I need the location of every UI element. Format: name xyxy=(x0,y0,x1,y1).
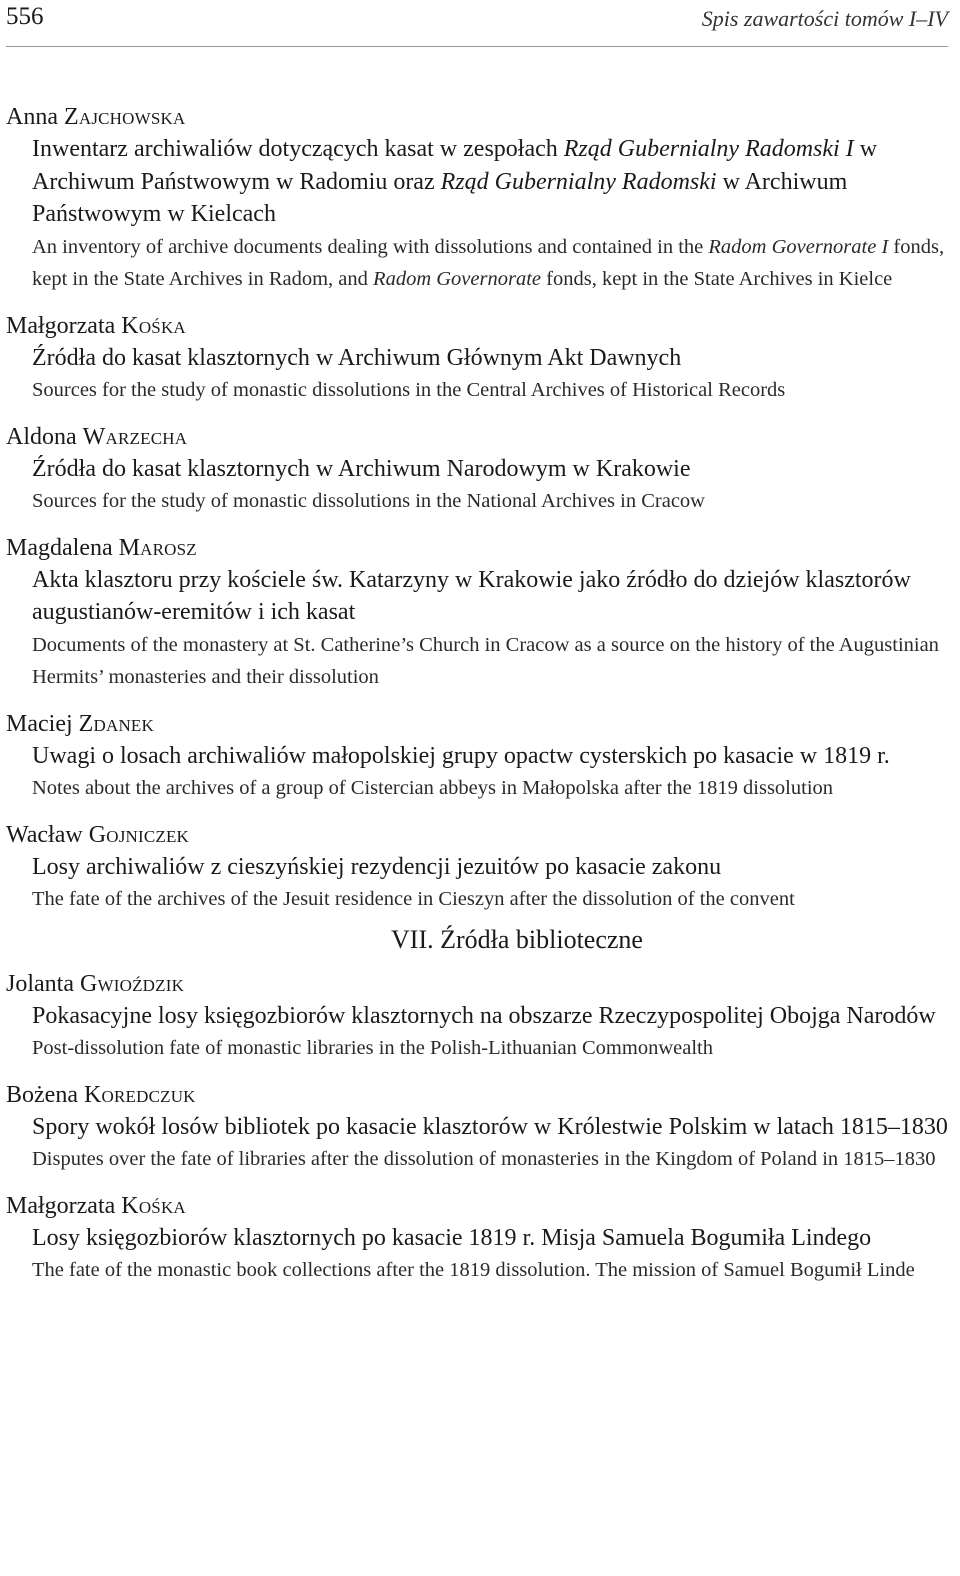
title-polish: Losy księgozbiorów klasztornych po kasacie 1819 r. Misja Samuela Bogumiła Lindego xyxy=(32,1224,872,1251)
title-polish: Pokasacyjne losy księgozbiorów klasztornych na obszarze Rzeczypospolitej Obojga Narodów xyxy=(32,1002,936,1029)
author-name xyxy=(6,1190,950,1222)
fonds-name: Radom Governorate I xyxy=(708,235,889,258)
running-title: Spis zawartości tomów I–IV xyxy=(701,6,948,31)
author-name xyxy=(6,819,950,851)
toc-entry xyxy=(6,1079,950,1176)
title-english: Sources for the study of monastic dissolutions in the National Archives in Cracow xyxy=(32,490,705,512)
toc-entry xyxy=(6,968,950,1065)
table-of-contents xyxy=(6,101,950,1301)
title-polish: Źródła do kasat klasztornych w Archiwum Narodowym w Krakowie xyxy=(32,455,691,482)
title-polish: Źródła do kasat klasztornych w Archiwum Głównym Akt Dawnych xyxy=(32,344,682,371)
title-english: The fate of the archives of the Jesuit residence in Cieszyn after the dissolution of the convent xyxy=(32,888,795,910)
section-heading: VII. Źródła biblioteczne xyxy=(391,924,643,954)
author-first-name: Anna xyxy=(6,104,58,130)
author-first-name: Maciej xyxy=(6,710,73,737)
toc-entry xyxy=(6,708,950,805)
toc-entry xyxy=(6,310,950,407)
author-name xyxy=(6,708,950,740)
toc-entry xyxy=(6,101,950,296)
toc-entry xyxy=(6,1190,950,1287)
title-polish: Losy archiwaliów z cieszyńskiej rezydencji jezuitów po kasacie zakonu xyxy=(32,853,722,880)
title-polish: Inwentarz archiwaliów dotyczących kasat w zespołach Rząd Gubernialny Radomski I w Archiwum Państwowym w Radomiu oraz Rząd Gubernialny Radomski w Archiwum Państwowym w Kielcach xyxy=(32,136,878,227)
toc-entry xyxy=(6,819,950,916)
author-first-name: Jolanta xyxy=(6,970,74,997)
toc-entry xyxy=(6,421,950,518)
author-surname: Gwioździk xyxy=(79,970,185,997)
author-name xyxy=(6,310,950,342)
author-first-name: Wacław xyxy=(6,821,83,848)
title-english: The fate of the monastic book collections after the 1819 dissolution. The mission of Samuel Bogumił Linde xyxy=(32,1259,915,1281)
author-surname: Kośka xyxy=(121,312,186,339)
author-first-name: Aldona xyxy=(6,423,77,450)
author-surname: Koredczuk xyxy=(83,1081,196,1108)
fonds-name: Rząd Gubernialny Radomski xyxy=(440,168,717,195)
author-surname: Kośka xyxy=(121,1192,186,1219)
title-polish: Akta klasztoru przy kościele św. Katarzyny w Krakowie jako źródło do dziejów klasztorów augustianów-eremitów i ich kasat xyxy=(32,566,911,625)
page-header xyxy=(6,0,948,47)
author-name xyxy=(6,421,950,453)
author-first-name: Małgorzata xyxy=(6,312,116,339)
title-polish: Spory wokół losów bibliotek po kasacie klasztorów w Królestwie Polskim w latach 1815–1830 xyxy=(32,1113,948,1140)
title-english: Notes about the archives of a group of Cistercian abbeys in Małopolska after the 1819 dissolution xyxy=(32,777,834,799)
title-english: An inventory of archive documents dealing with dissolutions and contained in the Radom Governorate I fonds, kept in the State Archives in Radom, and Radom Governorate fonds, kept in the State Archives in Kielce xyxy=(32,235,945,290)
author-first-name: Magdalena xyxy=(6,534,113,561)
page-number: 556 xyxy=(6,3,44,30)
title-polish: Uwagi o losach archiwaliów małopolskiej grupy opactw cysterskich po kasacie w 1819 r. xyxy=(32,742,890,769)
author-name xyxy=(6,1079,950,1111)
author-surname: Warzecha xyxy=(82,423,188,450)
fonds-name: Rząd Gubernialny Radomski I xyxy=(563,136,854,162)
author-name xyxy=(6,101,950,133)
author-surname: Marosz xyxy=(118,534,197,561)
author-surname: Zajchowska xyxy=(63,104,186,130)
author-first-name: Bożena xyxy=(6,1081,78,1108)
title-english: Documents of the monastery at St. Catherine’s Church in Cracow as a source on the history of the Augustinian Hermits’ monasteries and their dissolution xyxy=(32,633,939,688)
author-name xyxy=(6,532,950,564)
title-english: Post-dissolution fate of monastic libraries in the Polish-Lithuanian Commonwealth xyxy=(32,1037,713,1059)
fonds-name: Radom Governorate xyxy=(373,268,542,290)
author-surname: Gojniczek xyxy=(88,821,190,848)
author-first-name: Małgorzata xyxy=(6,1192,116,1219)
toc-entry xyxy=(6,532,950,694)
title-english: Disputes over the fate of libraries after the dissolution of monasteries in the Kingdom of Poland in 1815–1830 xyxy=(32,1148,936,1170)
title-english: Sources for the study of monastic dissolutions in the Central Archives of Historical Records xyxy=(32,379,786,401)
author-surname: Zdanek xyxy=(78,710,154,737)
author-name xyxy=(6,968,950,1000)
